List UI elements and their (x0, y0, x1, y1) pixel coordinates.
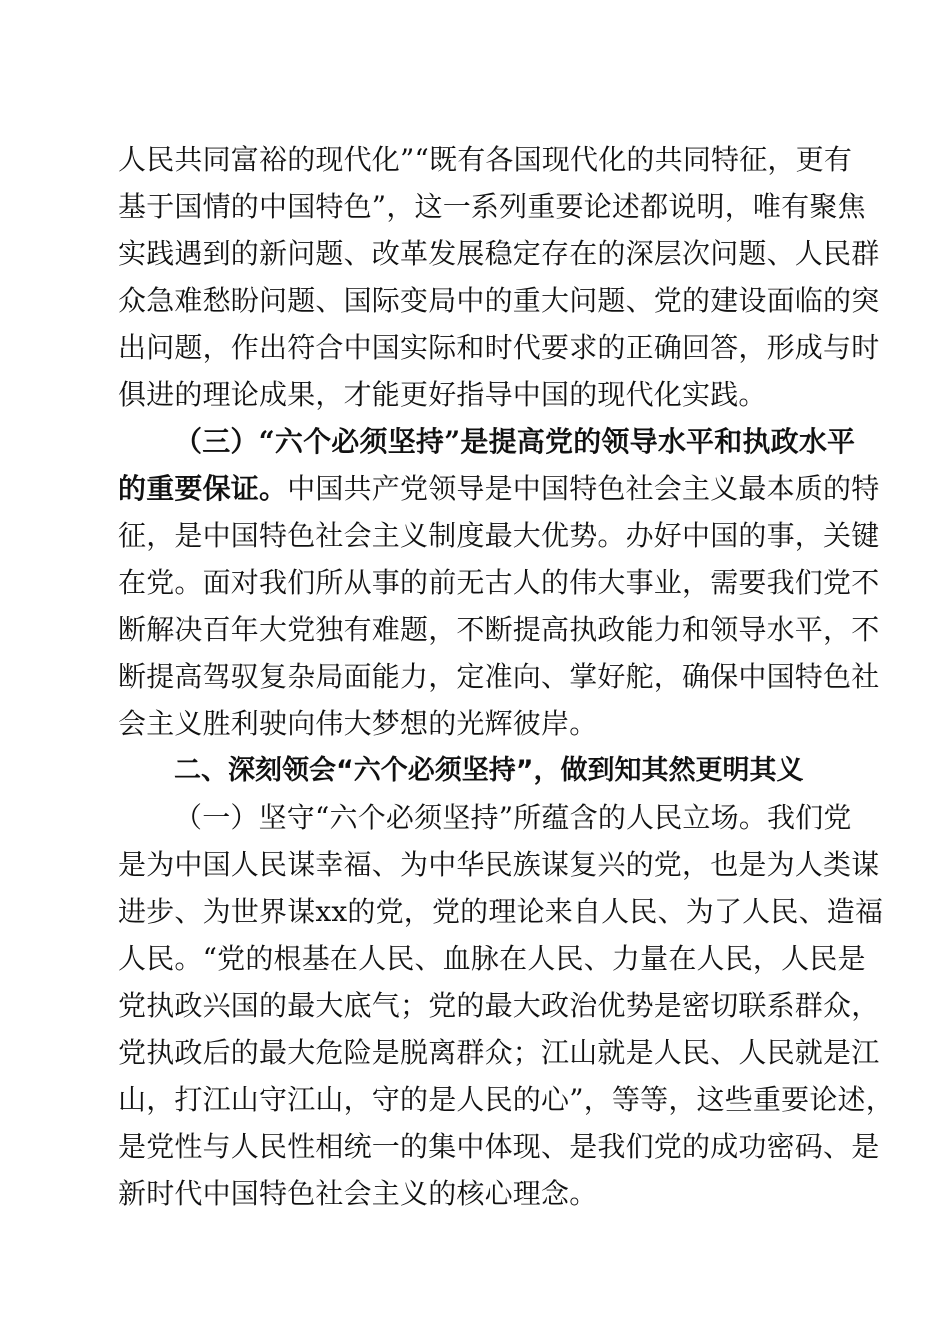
paragraph-3-line-8: 是党性与人民性相统一的集中体现、是我们党的成功密码、是 (118, 1130, 880, 1163)
section-heading: 二、深刻领会“六个必须坚持”，做到知其然更明其义 (174, 755, 804, 786)
paragraph-2-line-6: 断提高驾驭复杂局面能力，定准向、掌好舵，确保中国特色社 (118, 660, 880, 693)
paragraph-3-line-7: 山，打江山守江山，守的是人民的心”，等等，这些重要论述， (118, 1083, 894, 1116)
paragraph-1-line-1: 人民共同富裕的现代化”“既有各国现代化的共同特征，更有 (118, 143, 853, 176)
paragraph-2-line-4: 在党。面对我们所从事的前无古人的伟大事业，需要我们党不 (118, 566, 880, 599)
paragraph-1-line-3: 实践遇到的新问题、改革发展稳定存在的深层次问题、人民群 (118, 237, 880, 270)
paragraph-2-line-5: 断解决百年大党独有难题，不断提高执政能力和领导水平，不 (118, 613, 880, 646)
paragraph-1-line-2: 基于国情的中国特色”，这一系列重要论述都说明，唯有聚焦 (118, 190, 866, 223)
paragraph-3-line-2: 是为中国人民谋幸福、为中华民族谋复兴的党，也是为人类谋 (118, 848, 880, 881)
paragraph-3-line-4: 人民。“党的根基在人民、血脉在人民、力量在人民，人民是 (118, 942, 866, 975)
paragraph-1-line-6: 俱进的理论成果，才能更好指导中国的现代化实践。 (118, 378, 767, 411)
paragraph-3-line-3: 进步、为世界谋xx的党，党的理论来自人民、为了人民、造福 (118, 895, 884, 928)
paragraph-1-line-4: 众急难愁盼问题、国际变局中的重大问题、党的建设面临的突 (118, 284, 880, 317)
paragraph-3-line-9: 新时代中国特色社会主义的核心理念。 (118, 1177, 598, 1210)
paragraph-2-lead-rest: 中国共产党领导是中国特色社会主义最本质的特 (287, 472, 880, 505)
paragraph-2-line-7: 会主义胜利驶向伟大梦想的光辉彼岸。 (118, 707, 598, 740)
paragraph-2-line-2 (118, 471, 880, 507)
paragraph-3-line-5: 党执政兴国的最大底气；党的最大政治优势是密切联系群众， (118, 989, 880, 1022)
paragraph-1-line-5: 出问题，作出符合中国实际和时代要求的正确回答，形成与时 (118, 331, 880, 364)
paragraph-3-line-1: （一）坚守“六个必须坚持”所蕴含的人民立场。我们党 (174, 801, 852, 834)
paragraph-2-heading-line: （三）“六个必须坚持”是提高党的领导水平和执政水平 (174, 425, 856, 458)
paragraph-2-line-3: 征，是中国特色社会主义制度最大优势。办好中国的事，关键 (118, 519, 880, 552)
paragraph-3-line-6: 党执政后的最大危险是脱离群众；江山就是人民、人民就是江 (118, 1036, 880, 1069)
paragraph-2-bold-lead: 的重要保证。 (118, 472, 288, 505)
